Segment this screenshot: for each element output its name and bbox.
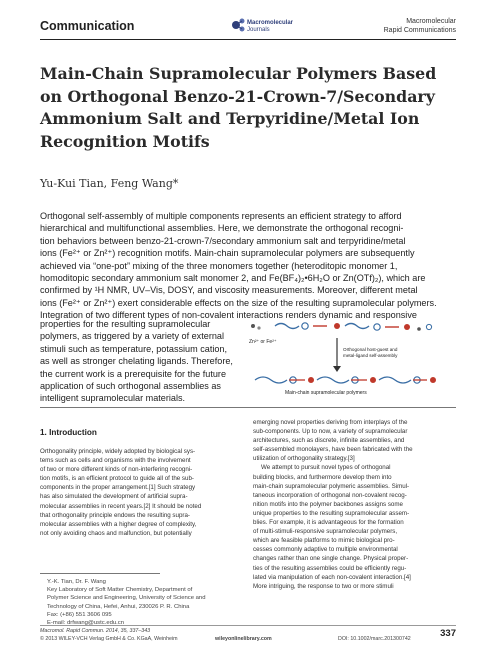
text-line: tion motifs, is an efficient protocol to guide all of the sub- <box>40 475 194 483</box>
correspondence-block <box>47 578 205 627</box>
toc-caption: Main-chain supramolecular polymers <box>285 390 367 396</box>
text-line: changes rather than one single change. Physical proper- <box>253 555 409 563</box>
logo-line1: Macromolecular <box>247 20 294 26</box>
text-line: utilization of orthogonality strategy.[3] <box>253 455 355 463</box>
abstract-line: stimuli such as temperature, potassium cation, <box>40 343 228 354</box>
abstract-line: Integration of two different types of non-covalent interactions renders dynamic and responsive <box>40 310 417 321</box>
text-line: emerging novel properties deriving from interplays of the <box>253 419 408 426</box>
abstract-line: Orthogonal self-assembly of multiple components represents an efficient strategy to afford <box>40 211 402 221</box>
corr-line: Key Laboratory of Soft Matter Chemistry, Department of <box>47 587 193 594</box>
doi[interactable]: DOI: 10.1002/marc.201300742 <box>338 636 411 642</box>
footer-rule <box>40 625 456 626</box>
title-line: Ammonium Salt and Terpyridine/Metal Ion <box>40 109 420 128</box>
header-rule <box>40 39 456 40</box>
author-list: Yu-Kui Tian, Feng Wang* <box>40 177 179 190</box>
text-line: taneous incorporation of orthogonal non-covalent recog- <box>253 491 407 499</box>
text-line: that orthogonality principle endows the resulting supra- <box>40 511 190 519</box>
text-line: architectures, such as discrete, infinite assemblies, and <box>253 437 405 445</box>
down-arrow-icon <box>333 338 341 372</box>
corr-line: Fax: (+86) 551 3606 095 <box>47 611 112 618</box>
article-title <box>40 63 460 153</box>
abstract-line: as well as stronger chelating ligands. Therefore, <box>40 356 233 367</box>
abstract-line: properties for the resulting supramolecular <box>40 319 211 329</box>
corr-line: Polymer Science and Engineering, University of Science and <box>47 595 206 602</box>
toc-arrow-label: Orthogonal host-guest and <box>343 347 398 352</box>
title-line: Main-Chain Supramolecular Polymers Based <box>40 64 437 83</box>
text-line: molecular assemblies with a higher degree of complexity, <box>40 520 197 528</box>
text-line: self-assembled monolayers, have been fabricated with the <box>253 446 413 454</box>
journal-logo <box>228 14 298 36</box>
website-link[interactable]: wileyonlinelibrary.com <box>215 636 272 642</box>
correspondence-rule <box>40 573 160 574</box>
abstract-line: achieved via “one-pot” mixing of the three monomers together (heteroditopic monomer 1, <box>40 260 398 271</box>
journal-name-line1: Macromolecular <box>406 18 456 25</box>
abstract-line: tion behaviors between benzo-21-crown-7/secondary ammonium salt and terpyridine/metal <box>40 235 406 246</box>
text-line: ties of the resulting assemblies could be efficiently regu- <box>253 564 407 572</box>
title-line: on Orthogonal Benzo-21-Crown-7/Secondary <box>40 86 435 106</box>
toc-arrow-label: metal-ligand self-assembly <box>343 353 398 358</box>
text-line: lated via manipulation of each non-covalent interaction.[4] <box>253 573 411 581</box>
text-line: Orthogonality principle, widely adopted by biological sys- <box>40 448 196 455</box>
text-line: tems such as cells and organisms with the involvement <box>40 457 191 465</box>
section-divider <box>40 407 456 408</box>
abstract-line: homoditopic secondary ammonium salt monomer 2, and Fe(BF₄)₂•6H₂O or Zn(OTf)₂), which are <box>40 273 426 284</box>
corr-email[interactable]: E-mail: drfwang@ustc.edu.cn <box>47 620 125 627</box>
supramolecular-polymer-icon <box>255 377 436 383</box>
intro-column-right <box>253 418 456 591</box>
text-line: sub-components. Up to now, a variety of supramolecular <box>253 428 408 436</box>
section-label: Communication <box>40 19 135 33</box>
abstract-wrapped <box>40 318 245 405</box>
toc-ion-label: Zn²⁺ or Fe²⁺ <box>249 339 277 345</box>
page-number: 337 <box>440 628 456 639</box>
text-line: has also simulated the development of artificial supra- <box>40 493 188 501</box>
abstract-line: polymers, as triggered by a variety of external <box>40 331 224 342</box>
text-line: components in the proper arrangement.[1] Such strategy <box>40 484 196 492</box>
text-line: cesses commonly adaptive to multiple environmental <box>253 546 398 554</box>
text-line: of multi-stimuli-responsive supramolecular polymers, <box>253 528 398 536</box>
abstract-line: application of such orthogonal assemblies as <box>40 381 221 392</box>
section-heading: 1. Introduction <box>40 428 97 437</box>
abstract <box>40 210 456 322</box>
text-line: molecular assemblies in recent years.[2] It should be noted <box>40 502 202 510</box>
text-line: We attempt to pursuit novel types of orthogonal <box>261 464 391 472</box>
text-line: nition motifs into the polymer backbones assigns some <box>253 500 403 508</box>
abstract-line: ions (Fe²⁺ or Zn²⁺) recognition motifs. Main-chain supramolecular polymers are subsequently <box>40 248 415 259</box>
text-line: building blocks, and furthermore develop them into <box>253 473 392 481</box>
abstract-line: ions (Fe²⁺ or Zn²⁺) exert considerable effects on the size of the resulting supramolecular polymers. <box>40 297 437 308</box>
text-line: not only avoiding chaos and malfunction, but potentially <box>40 529 192 537</box>
text-line: main-chain supramolecular polymeric assemblies. Simul- <box>253 482 410 490</box>
title-line: Recognition Motifs <box>40 131 210 151</box>
text-line: which are feasible platforms to mimic biological pro- <box>253 537 395 545</box>
toc-graphic <box>245 318 456 400</box>
journal-name-line2: Rapid Communications <box>383 27 456 34</box>
text-line: of two or more different kinds of non-interfering recogni- <box>40 466 193 474</box>
copyright: © 2013 WILEY-VCH Verlag GmbH & Co. KGaA, Weinheim <box>40 636 178 642</box>
corr-line: Technology of China, Hefei, Anhui, 230026 P. R. China <box>47 603 190 610</box>
abstract-line: intelligent supramolecular materials. <box>40 393 186 404</box>
citation: Macromol. Rapid Commun. 2014, 35, 337–343 <box>40 628 151 634</box>
abstract-line: the current work is a prerequisite for the future <box>40 368 227 379</box>
intro-column-left <box>40 447 243 538</box>
molecule-logo-icon <box>228 14 298 36</box>
text-line: blies. For example, it is advantageous for the formation <box>253 519 404 527</box>
text-line: unique properties to the resulting supramolecular assem- <box>253 509 410 517</box>
logo-line2: Journals <box>247 27 270 33</box>
corr-line: Y.-K. Tian, Dr. F. Wang <box>47 579 106 585</box>
monomer-chain-icon <box>251 323 432 331</box>
abstract-line: hierarchical and multifunctional assemblies. Here, we demonstrate the orthogonal recogni- <box>40 223 404 234</box>
journal-name <box>384 17 456 35</box>
abstract-line: confirmed by ¹H NMR, UV–Vis, DOSY, and viscosity measurements. Moreover, different metal <box>40 285 418 296</box>
text-line: More intriguing, the response to two or more stimuli <box>253 582 394 590</box>
